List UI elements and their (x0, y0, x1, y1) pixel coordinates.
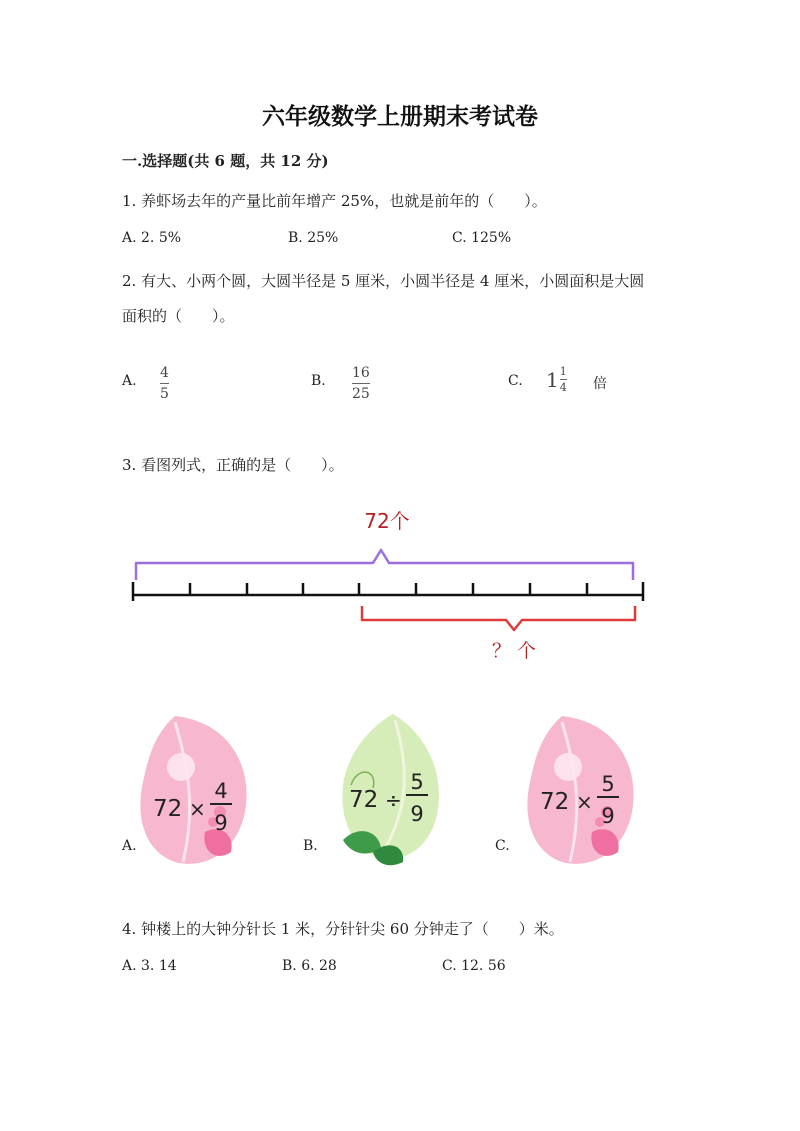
expr-operator: × (576, 790, 593, 814)
numerator: 1 (559, 365, 567, 378)
denominator: 5 (160, 386, 169, 402)
q1-option-a[interactable]: A. 2. 5% (122, 230, 182, 246)
q2-option-b-fraction[interactable] (352, 366, 370, 401)
numerator: 4 (160, 365, 169, 381)
total-brace (136, 550, 633, 580)
q2-option-a-label[interactable]: A. (122, 373, 137, 389)
q4-option-c[interactable]: C. 12. 56 (442, 958, 506, 974)
expr-numerator: 4 (214, 779, 228, 803)
expr-denominator: 9 (410, 802, 424, 826)
expr-numerator: 5 (601, 772, 615, 796)
question-1-stem: 1. 养虾场去年的产量比前年增产 25%，也就是前年的（ ）。 (122, 192, 547, 210)
expr-whole: 72 (349, 787, 379, 813)
segment-ticks (133, 582, 643, 601)
expr-operator: ÷ (385, 788, 402, 812)
section-heading: 一.选择题(共 6 题，共 12 分) (122, 152, 329, 170)
q2-option-c-label[interactable]: C. (508, 373, 523, 389)
q1-option-c[interactable]: C. 125% (452, 230, 512, 246)
segment-diagram (120, 500, 660, 670)
expr-numerator: 5 (410, 770, 424, 794)
expr-whole: 72 (540, 789, 570, 815)
q4-option-a[interactable]: A. 3. 14 (122, 958, 177, 974)
q2-option-c-mixed-number[interactable] (546, 366, 567, 393)
denominator: 4 (559, 381, 567, 394)
q3-option-b-label[interactable]: B. (303, 838, 318, 854)
part-brace (362, 606, 635, 630)
question-3-stem: 3. 看图列式，正确的是（ ）。 (122, 456, 344, 474)
question-2-stem-line2: 面积的（ ）。 (122, 307, 235, 325)
q3-option-c-card[interactable] (522, 712, 647, 872)
page-title: 六年级数学上册期末考试卷 (262, 103, 538, 130)
q2-option-b-label[interactable]: B. (311, 373, 326, 389)
numerator: 16 (352, 365, 370, 381)
q2-option-c-suffix: 倍 (593, 376, 607, 392)
q1-option-b[interactable]: B. 25% (288, 230, 339, 246)
denominator: 25 (352, 386, 370, 402)
q2-option-a-fraction[interactable] (160, 366, 169, 401)
expr-whole: 72 (153, 796, 183, 822)
q4-option-b[interactable]: B. 6. 28 (282, 958, 337, 974)
bottom-label: ？ 个 (491, 640, 537, 662)
whole-part: 1 (546, 367, 559, 392)
top-label: 72个 (364, 509, 410, 533)
q3-option-c-label[interactable]: C. (495, 838, 510, 854)
q3-option-a-label[interactable]: A. (122, 838, 137, 854)
q3-option-a-card[interactable] (135, 712, 260, 872)
expr-operator: × (189, 797, 206, 821)
question-4-stem: 4. 钟楼上的大钟分针长 1 米，分针针尖 60 分钟走了（ ）米。 (122, 920, 564, 938)
q3-option-b-card[interactable] (333, 710, 451, 870)
question-2-stem-line1: 2. 有大、小两个圆，大圆半径是 5 厘米，小圆半径是 4 厘米，小圆面积是大圆 (122, 272, 645, 290)
expr-denominator: 9 (214, 811, 228, 835)
expr-denominator: 9 (601, 804, 615, 828)
